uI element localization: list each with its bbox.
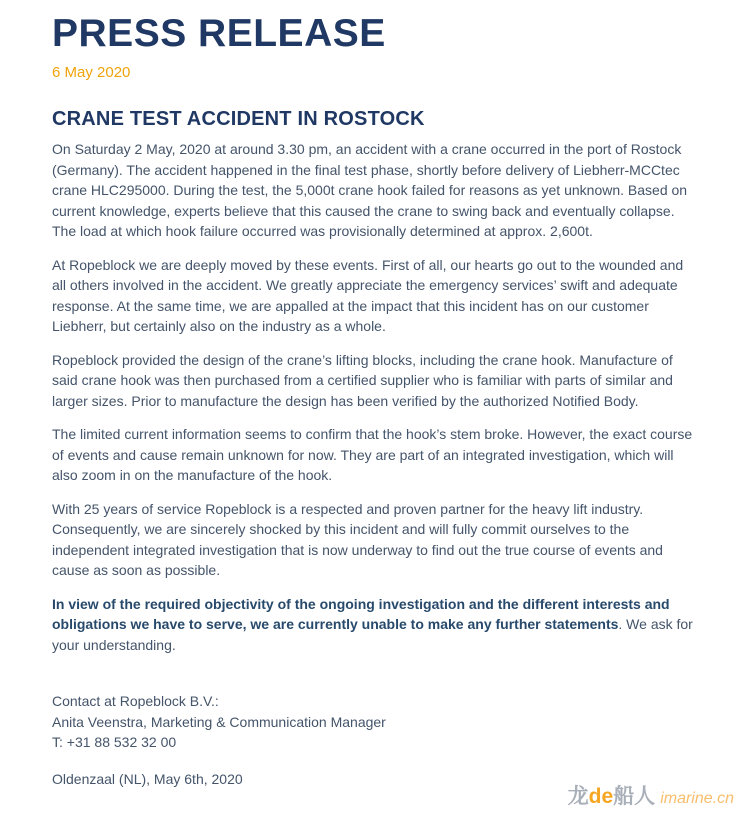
contact-heading: Contact at Ropeblock B.V.: xyxy=(52,693,219,710)
contact-phone: T: +31 88 532 32 00 xyxy=(52,734,177,751)
article-heading: CRANE TEST ACCIDENT IN ROSTOCK xyxy=(52,108,425,131)
watermark-logo-de: de xyxy=(588,785,614,808)
closing-regular-text: . We ask for your understanding. xyxy=(52,616,693,653)
article-body xyxy=(52,139,696,655)
watermark-logo-char1: 龙 xyxy=(567,785,589,808)
press-release-title: PRESS RELEASE xyxy=(52,12,386,55)
watermark xyxy=(568,786,734,808)
release-date: 6 May 2020 xyxy=(52,63,131,81)
paragraph-investigation-status: The limited current information seems to confirm that the hook’s stem broke. However, the exact course of events and cause remain unknown for now. They are part of an integrated investigation, which will also zoom in on the manufacture of the hook. xyxy=(52,426,693,484)
watermark-site-url: imarine.cn xyxy=(660,790,734,807)
dateline: Oldenzaal (NL), May 6th, 2020 xyxy=(52,770,243,787)
watermark-logo-chars2: 船人 xyxy=(613,785,656,808)
paragraph-accident-description: On Saturday 2 May, 2020 at around 3.30 pm, an accident with a crane occurred in the port of Rostock (Germany). The accident happened in the final test phase, shortly before delivery of Liebherr-MCCtec crane HLC295000. During the test, the 5,000t crane hook failed for reasons as yet unknown. Based on current knowledge, experts believe that this caused the crane to swing back and eventually collapse. The load at which hook failure occurred was provisionally determined at approx. 2,600t. xyxy=(52,141,688,240)
paragraph-closing-statement xyxy=(52,594,696,656)
paragraph-design-manufacture: Ropeblock provided the design of the crane’s lifting blocks, including the crane hook. Manufacture of said crane hook was then purchased from a certified supplier who is familiar with parts of similar and larger sizes. Prior to manufacture the design has been verified by the authorized Notified Body. xyxy=(52,351,673,409)
paragraph-company-response: At Ropeblock we are deeply moved by these events. First of all, our hearts go out to the wounded and all others involved in the accident. We greatly appreciate the emergency services’ swift and adequate response. At the same time, we are appalled at the impact that this incident has on our customer Liebherr, but certainly also on the industry as a whole. xyxy=(52,256,684,335)
contact-block xyxy=(52,691,696,753)
paragraph-commitment: With 25 years of service Ropeblock is a respected and proven partner for the heavy lift industry. Consequently, we are sincerely shocked by this incident and will fully commit ourselves to the independent integrated investigation that is now underway to find out the true course of events and cause as soon as possible. xyxy=(52,500,663,579)
contact-person: Anita Veenstra, Marketing & Communication Manager xyxy=(52,713,386,730)
closing-bold-text: In view of the required objectivity of the ongoing investigation and the different interests and obligations we have to serve, we are currently unable to make any further statements xyxy=(52,595,670,633)
